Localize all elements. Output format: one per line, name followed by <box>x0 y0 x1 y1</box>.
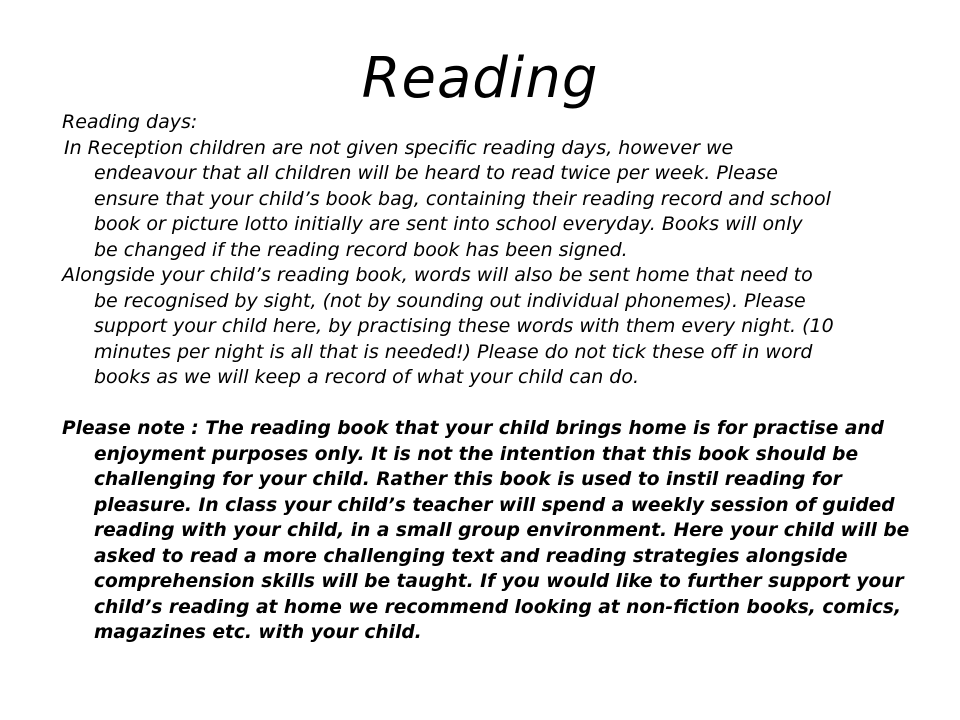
paragraph-line: reading with your child, in a small group environment. Here your child will be <box>94 520 910 541</box>
paragraph-line: ensure that your child’s book bag, containing their reading record and school <box>94 187 831 210</box>
paragraph-line: book or picture lotto initially are sent into school everyday. Books will only <box>94 213 803 235</box>
paragraph-please-note <box>62 416 912 646</box>
paragraph-line: comprehension skills will be taught. If you would like to further support your <box>94 571 904 592</box>
slide-body <box>62 110 912 646</box>
paragraph-line: Alongside your child’s reading book, words will also be sent home that need to <box>62 264 813 286</box>
paragraph-line: Please note : The reading book that your child brings home is for practise and <box>62 418 884 439</box>
paragraph-line: pleasure. In class your child’s teacher will spend a weekly session of guided <box>94 494 895 516</box>
paragraph-line: be changed if the reading record book has been signed. <box>94 238 628 261</box>
paragraph-line: support your child here, by practising these words with them every night. (10 <box>94 315 834 337</box>
paragraph-line: In Reception children are not given specific reading days, however we <box>64 136 734 159</box>
paragraph-line: magazines etc. with your child. <box>94 622 422 643</box>
paragraph-line: be recognised by sight, (not by sounding out individual phonemes). Please <box>94 289 806 312</box>
paragraph-sight-words <box>62 263 912 391</box>
paragraph-gap <box>62 391 912 417</box>
reading-days-heading: Reading days: <box>62 111 198 133</box>
paragraph-line: minutes per night is all that is needed!) Please do not tick these off in word <box>94 340 813 363</box>
slide-title: Reading <box>361 46 599 111</box>
paragraph-reading-days <box>62 136 912 264</box>
paragraph-line: challenging for your child. Rather this book is used to instil reading for <box>94 469 842 490</box>
paragraph-line: endeavour that all children will be heard to read twice per week. Please <box>94 162 778 184</box>
paragraph-line: books as we will keep a record of what your child can do. <box>94 366 640 388</box>
paragraph-line: enjoyment purposes only. It is not the intention that this book should be <box>94 443 859 465</box>
paragraph-line: child’s reading at home we recommend looking at non-fiction books, comics, <box>94 596 902 618</box>
paragraph-line: asked to read a more challenging text and reading strategies alongside <box>94 545 848 567</box>
